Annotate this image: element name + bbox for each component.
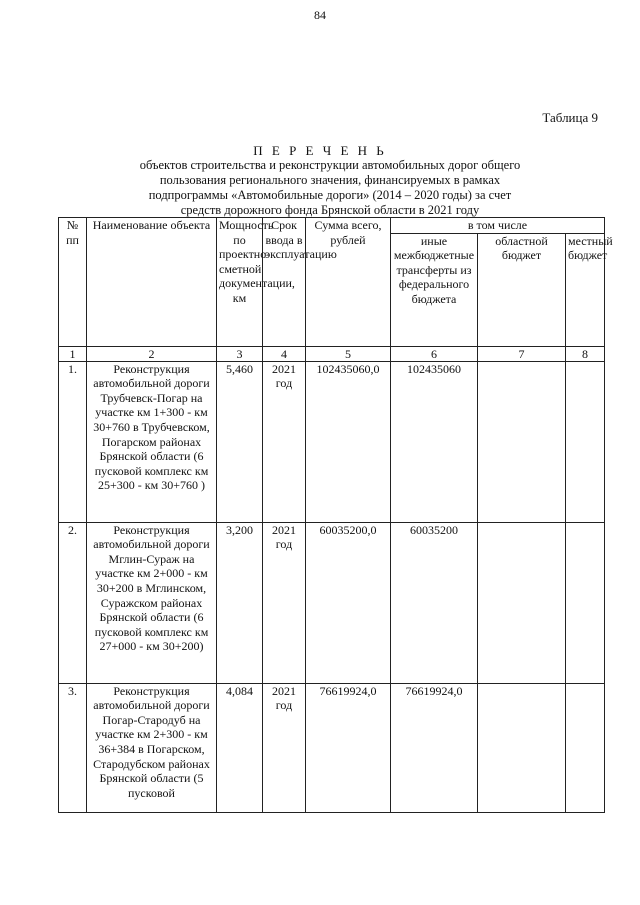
- page-number: 84: [314, 8, 326, 22]
- index-cell: 4: [263, 346, 306, 361]
- row-federal: 102435060: [391, 361, 478, 522]
- row-name: Реконструкция автомобильной дороги Мглин-Сураж на участке км 2+000 - км 30+200 в Мглинском, Суражском районах Брянской области (6 пусковой комплекс км 27+000 - км 30+200): [87, 522, 217, 683]
- index-cell: 7: [478, 346, 566, 361]
- row-capacity: 5,460: [217, 361, 263, 522]
- row-sum: 102435060,0: [306, 361, 391, 522]
- row-name: Реконструкция автомобильной дороги Трубчевск-Погар на участке км 1+300 - км 30+760 в Трубчевском, Погарском районах Брянской области (6 пусковой комплекс км 25+300 - км 30+760 ): [87, 361, 217, 522]
- table-row: [59, 683, 605, 812]
- row-term: 2021 год: [263, 361, 306, 522]
- row-federal: 60035200: [391, 522, 478, 683]
- row-num: 2.: [59, 522, 87, 683]
- index-cell: 5: [306, 346, 391, 361]
- header-local: местный бюджет: [566, 233, 605, 346]
- row-term: 2021 год: [263, 522, 306, 683]
- index-cell: 3: [217, 346, 263, 361]
- header-group: в том числе: [391, 218, 605, 234]
- header-sum: Сумма всего, рублей: [306, 218, 391, 347]
- row-regional: [478, 361, 566, 522]
- header-term: Срок ввода в эксплуатацию: [263, 218, 306, 347]
- header-row: [59, 218, 605, 234]
- document-heading: П Е Р Е Ч Е Н Ь: [253, 143, 387, 158]
- index-cell: 6: [391, 346, 478, 361]
- index-cell: 1: [59, 346, 87, 361]
- header-regional: областной бюджет: [478, 233, 566, 346]
- row-capacity: 4,084: [217, 683, 263, 812]
- document-subtitle: объектов строительства и реконструкции автомобильных дорог общего пользования регионального значения, финансируемых в рамках подпрограммы «Автомобильные дороги» (2014 – 2020 годы) за счет средств дорожного фонда Брянской области в 2021 году: [139, 158, 521, 217]
- row-capacity: 3,200: [217, 522, 263, 683]
- row-local: [566, 683, 605, 812]
- row-name: Реконструкция автомобильной дороги Погар-Стародуб на участке км 2+300 - км 36+384 в Погарском, Стародубском районах Брянской области (5 пусковой: [87, 683, 217, 812]
- row-local: [566, 522, 605, 683]
- row-local: [566, 361, 605, 522]
- row-sum: 76619924,0: [306, 683, 391, 812]
- header-num: № пп: [59, 218, 87, 347]
- row-sum: 60035200,0: [306, 522, 391, 683]
- row-term: 2021 год: [263, 683, 306, 812]
- index-cell: 8: [566, 346, 605, 361]
- row-regional: [478, 683, 566, 812]
- header-capacity: Мощность по проектно-сметной документации, км: [217, 218, 263, 347]
- index-row: [59, 346, 605, 361]
- table-label: Таблица 9: [542, 110, 598, 125]
- row-num: 1.: [59, 361, 87, 522]
- row-regional: [478, 522, 566, 683]
- index-cell: 2: [87, 346, 217, 361]
- row-num: 3.: [59, 683, 87, 812]
- table-row: [59, 361, 605, 522]
- header-name: Наименование объекта: [87, 218, 217, 347]
- row-federal: 76619924,0: [391, 683, 478, 812]
- table-row: [59, 522, 605, 683]
- header-federal: иные межбюджетные трансферты из федерального бюджета: [391, 233, 478, 346]
- objects-table: [58, 217, 613, 813]
